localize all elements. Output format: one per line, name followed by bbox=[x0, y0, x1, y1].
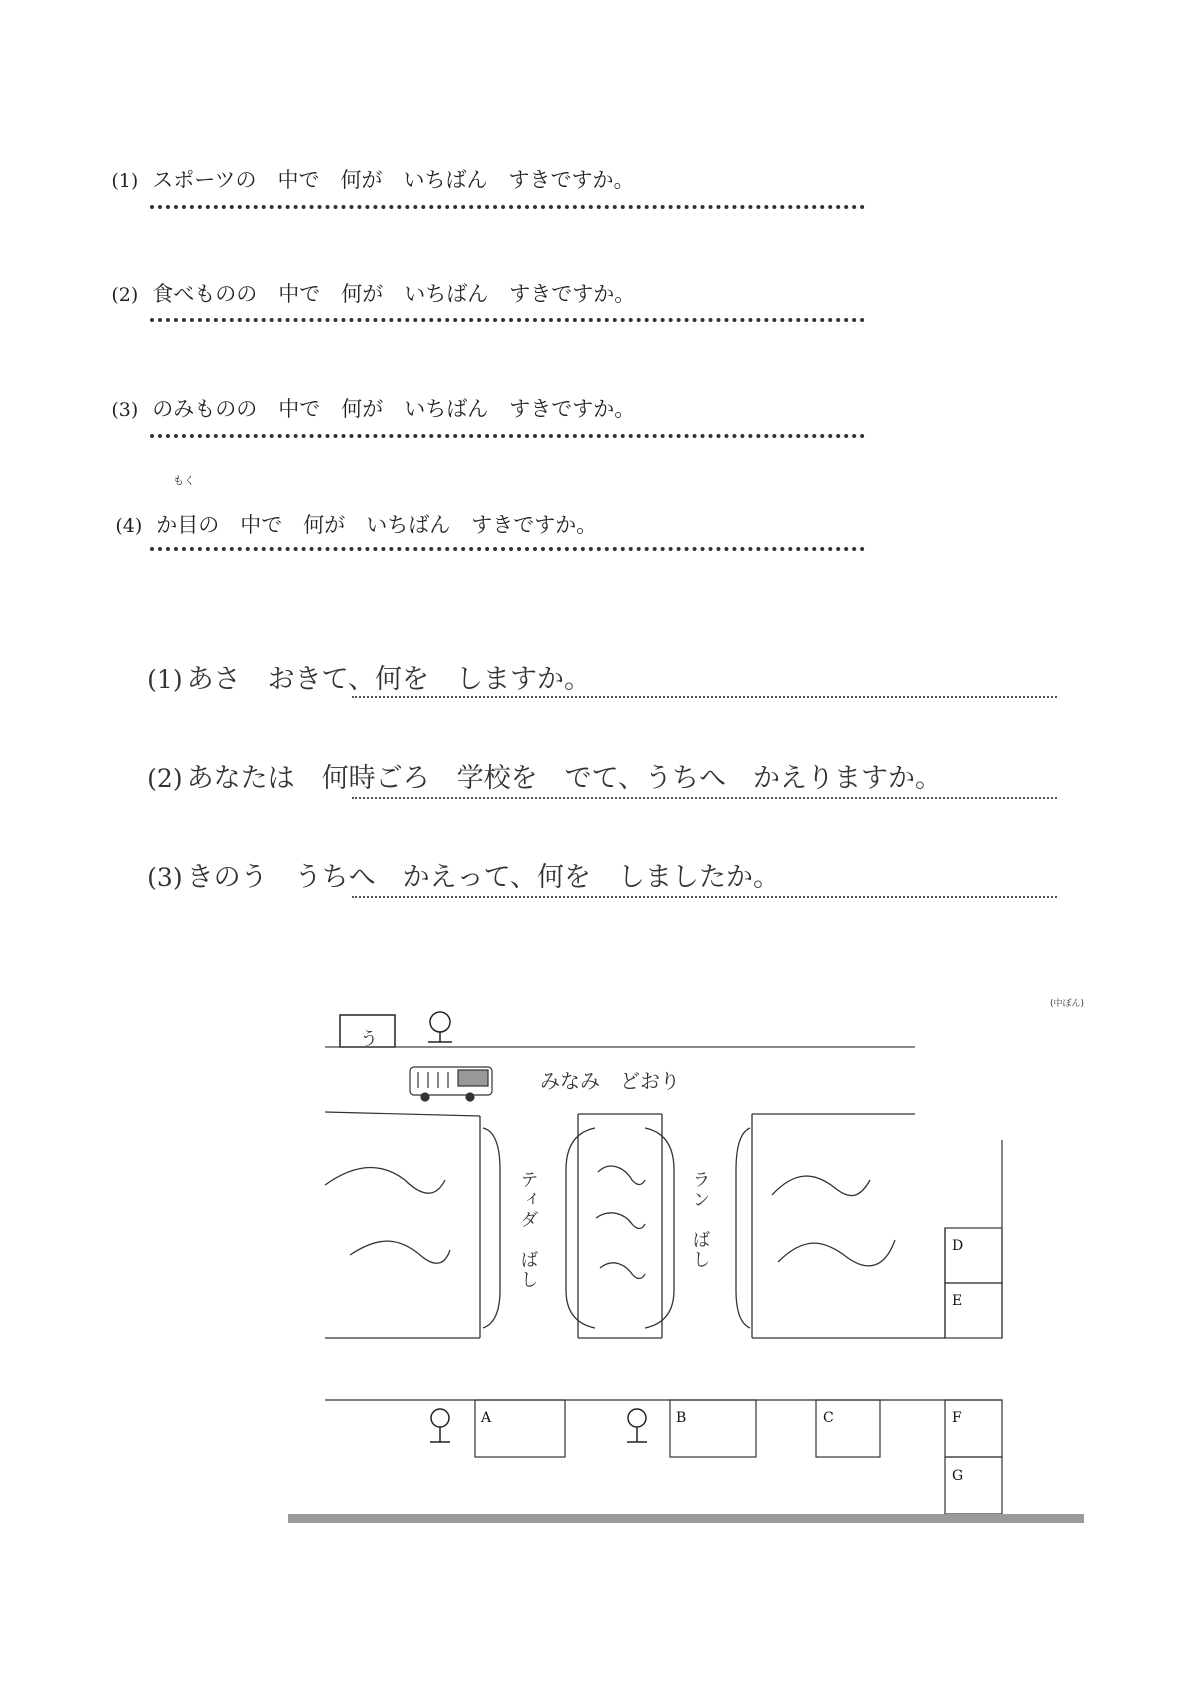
svg-text:(中ぼん): (中ぼん) bbox=[1050, 999, 1085, 1009]
question-text: 食べものの 中で 何が いちばん すきですか。 bbox=[152, 282, 636, 306]
box-b bbox=[670, 1400, 756, 1457]
box-f-label: F bbox=[952, 1410, 962, 1426]
box-g bbox=[945, 1457, 1002, 1514]
box-c bbox=[816, 1400, 880, 1457]
bridge-label-left: ティダ ばし bbox=[517, 1170, 539, 1290]
question-number: (1) bbox=[147, 665, 183, 694]
box-g-label: G bbox=[952, 1468, 964, 1484]
question-text: あさ おきて、何を しますか。 bbox=[186, 664, 592, 695]
question-text: スポーツの 中で 何が いちばん すきですか。 bbox=[152, 168, 635, 192]
question-number: (2) bbox=[147, 764, 183, 793]
furigana: もく bbox=[173, 474, 195, 487]
post-office-label: う bbox=[360, 1029, 378, 1050]
street-name: みなみ どおり bbox=[540, 1069, 680, 1093]
bus-icon bbox=[410, 1067, 492, 1101]
question-number: (4) bbox=[115, 515, 143, 537]
box-c-label: C bbox=[823, 1410, 834, 1426]
road-line-left bbox=[325, 1112, 480, 1116]
bridge-label-right: ラン ばし bbox=[689, 1170, 711, 1270]
question-number: (2) bbox=[111, 284, 139, 306]
box-e bbox=[945, 1283, 1002, 1338]
question-number: (1) bbox=[111, 170, 139, 192]
question-text: あなたは 何時ごろ 学校を でて、うちへ かえりますか。 bbox=[186, 763, 943, 794]
question-text: か目の 中で 何が いちばん すきですか。 bbox=[156, 513, 598, 537]
river-block-right bbox=[736, 1114, 945, 1338]
question-number: (3) bbox=[147, 863, 183, 892]
box-f bbox=[945, 1400, 1002, 1457]
question-text: きのう うちへ かえって、何を しましたか。 bbox=[186, 862, 781, 893]
corner-note bbox=[1050, 997, 1084, 1009]
box-d bbox=[945, 1228, 1002, 1283]
question-text: のみものの 中で 何が いちばん すきですか。 bbox=[152, 397, 636, 421]
box-a-label: A bbox=[481, 1410, 492, 1426]
box-b-label: B bbox=[676, 1410, 687, 1426]
map-bottom-bar bbox=[288, 1514, 1084, 1523]
signpost-icon bbox=[627, 1409, 647, 1442]
box-e-label: E bbox=[952, 1293, 963, 1309]
signpost-icon bbox=[428, 1012, 452, 1042]
river-block-left bbox=[325, 1116, 500, 1338]
box-a bbox=[475, 1400, 565, 1457]
question-number: (3) bbox=[111, 399, 139, 421]
river-block-middle bbox=[566, 1114, 674, 1338]
box-d-label: D bbox=[952, 1238, 964, 1254]
signpost-icon bbox=[430, 1409, 450, 1442]
